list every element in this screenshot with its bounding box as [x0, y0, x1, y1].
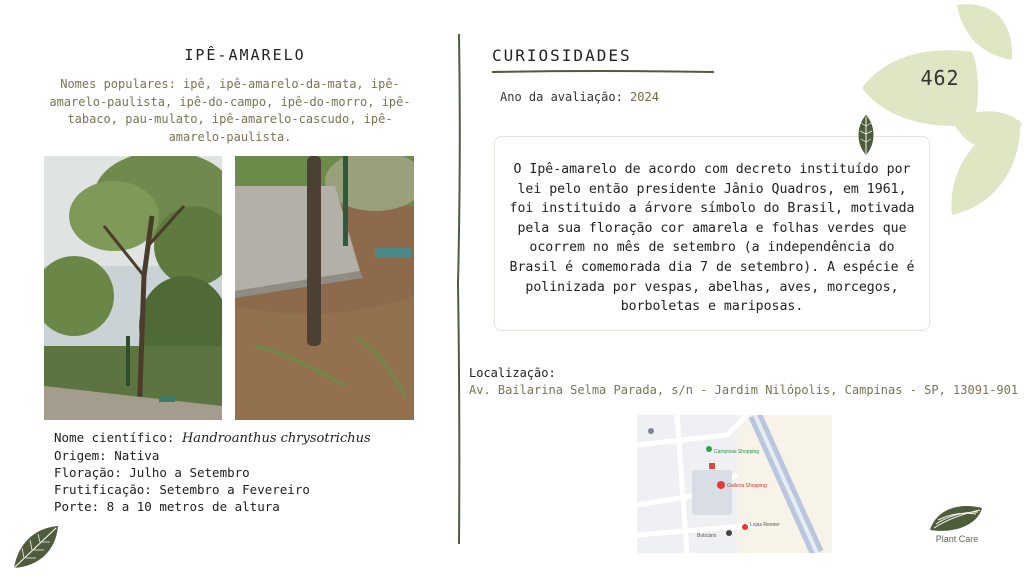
tree-photo-2	[235, 156, 414, 420]
leaf-bottom-left-icon	[12, 524, 60, 570]
curiosities-title: CURIOSIDADES	[492, 46, 632, 65]
title-underline	[492, 69, 714, 75]
plant-care-logo-icon	[928, 502, 984, 534]
scientific-name: Handroanthus chrysotrichus	[181, 431, 371, 446]
location-map	[637, 415, 832, 553]
map-label-campinas: Campinas Shopping	[714, 449, 760, 455]
plant-care-logo-text: Plant Care	[935, 534, 979, 544]
tree-photo-1	[44, 156, 222, 420]
scientific-name-row: Nome científico: Handroanthus chrysotrichus	[54, 430, 371, 446]
evaluation-year: Ano da avaliação: 2024	[500, 90, 659, 104]
flowering-row: Floração: Julho a Setembro	[54, 465, 250, 480]
map-label-renner: Lojas Renner	[750, 522, 780, 528]
map-label-galleria: Galleria Shopping	[727, 483, 767, 489]
origin-row: Origem: Nativa	[54, 448, 160, 463]
species-facts	[54, 429, 371, 515]
size-row: Porte: 8 a 10 metros de altura	[54, 499, 280, 514]
species-title: IPÊ-AMARELO	[184, 46, 306, 64]
location-label: Localização:	[469, 366, 556, 380]
leaves-decoration	[862, 0, 1024, 226]
evaluation-number-badge: 462	[920, 66, 960, 90]
location-address: Av. Bailarina Selma Parada, s/n - Jardim Nilópolis, Campinas - SP, 13091-901	[469, 383, 1019, 397]
evaluation-year-value: 2024	[630, 90, 659, 104]
curiosity-text: O Ipê-amarelo de acordo com decreto instituído por lei pelo então presidente Jânio Quadros, em 1961, foi instituido a árvore símbolo do Brasil, motivada pela sua floração cor amarela e folhas verdes que ocorrem no mês de setembro (a independência do Brasil é comemorada dia 7 de setembro). A espécie é polinizada por vespas, abelhas, aves, morcegos, borboletas e mariposas.	[509, 162, 915, 315]
fruiting-row: Frutificação: Setembro a Fevereiro	[54, 482, 310, 497]
map-label-boticario: Boticário	[697, 533, 717, 539]
popular-names: Nomes populares: ipê, ipê-amarelo-da-mata, ipê-amarelo-paulista, ipê-do-campo, ipê-do-morro, ipê-tabaco, pau-mulato, ipê-amarelo-cascudo, ipê-amarelo-paulista.	[49, 77, 411, 144]
column-divider	[450, 34, 470, 544]
